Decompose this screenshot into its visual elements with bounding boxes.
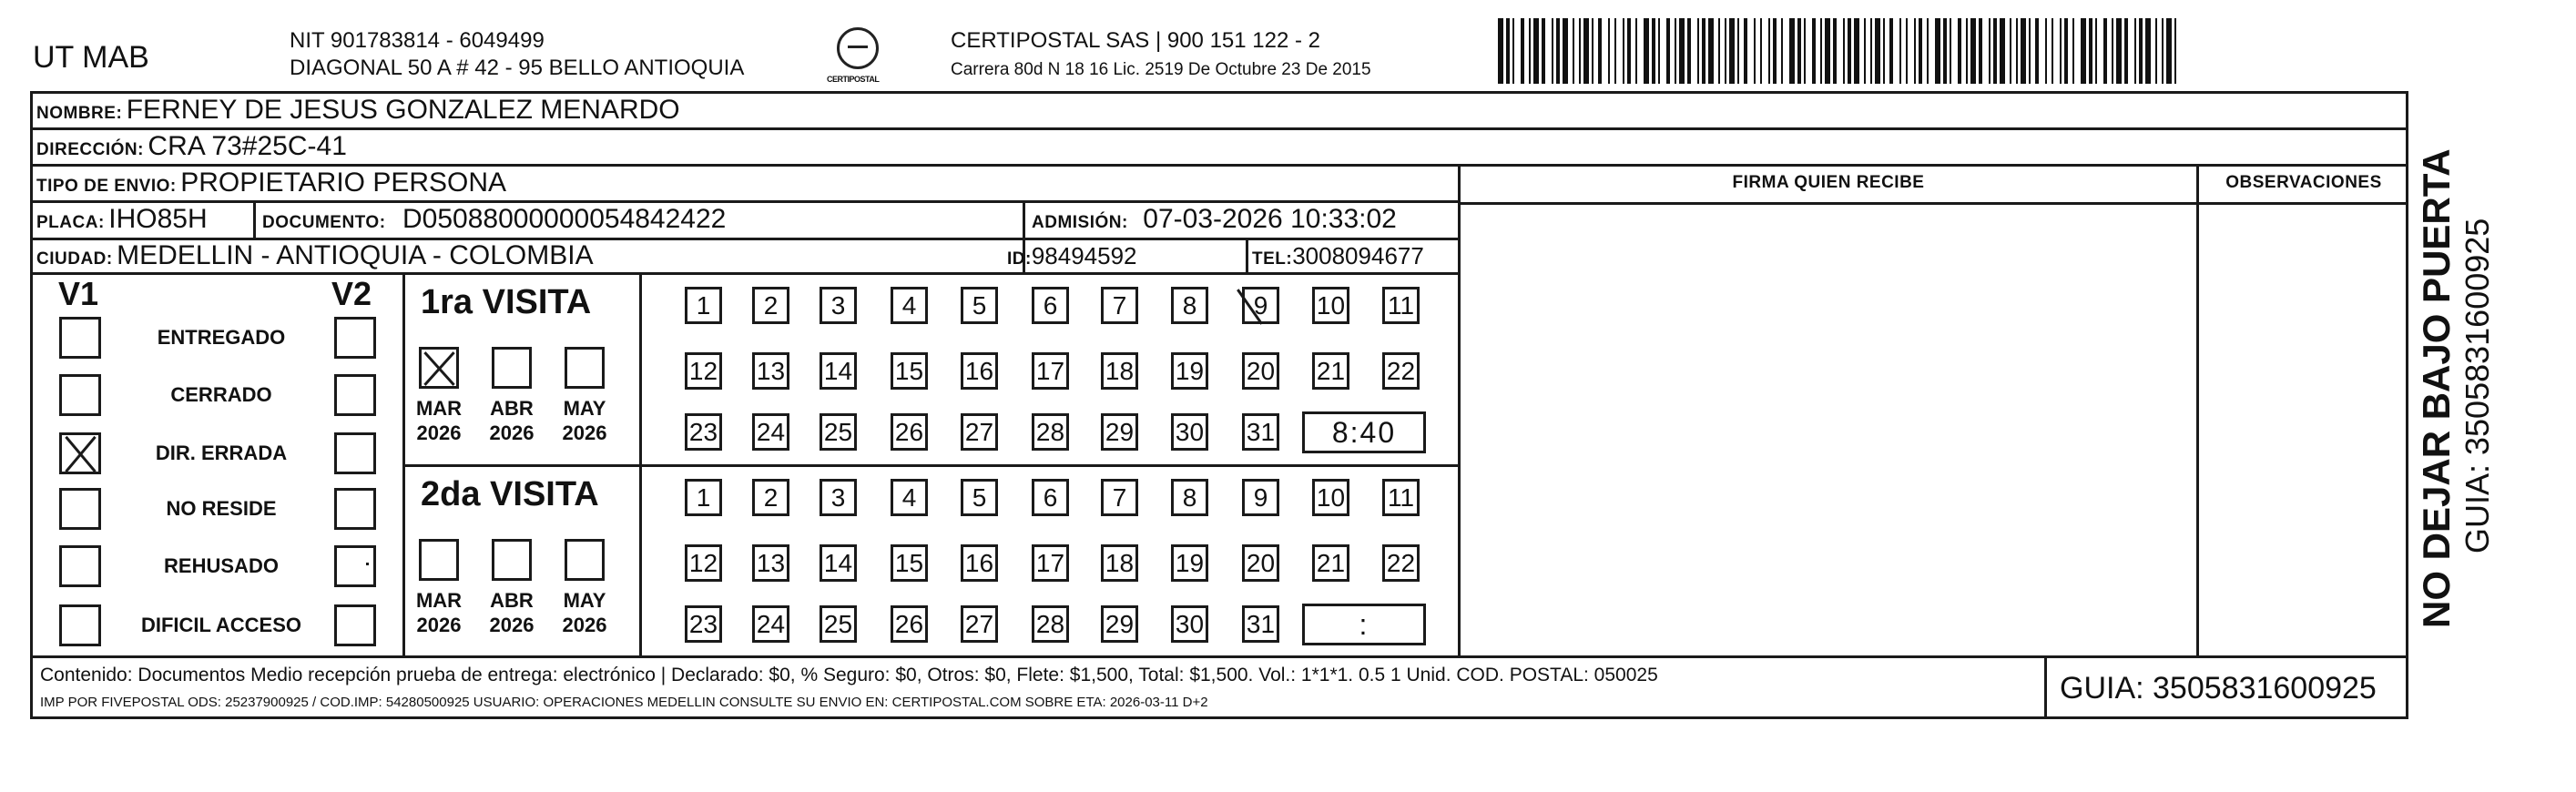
v1-checkbox[interactable] <box>59 604 101 646</box>
month-checkbox[interactable] <box>419 347 459 389</box>
signature-area[interactable] <box>1462 206 2194 654</box>
send-type-label: TIPO DE ENVIO: <box>36 177 177 196</box>
day-box[interactable]: 12 <box>685 352 722 390</box>
barcode-bar <box>2064 18 2068 84</box>
day-box[interactable]: 19 <box>1171 544 1208 582</box>
month-year: 2026 <box>489 421 535 444</box>
v2-label: V2 <box>331 275 372 312</box>
name-label: NOMBRE: <box>36 104 123 123</box>
observaciones-label: OBSERVACIONES <box>2225 173 2382 192</box>
day-box[interactable]: 29 <box>1101 605 1138 643</box>
barcode-bar <box>2103 18 2107 84</box>
day-box[interactable]: 10 <box>1312 479 1349 516</box>
sender-address: DIAGONAL 50 A # 42 - 95 BELLO ANTIOQUIA <box>290 56 745 80</box>
barcode-bar <box>1556 18 1560 84</box>
day-box[interactable]: 15 <box>891 352 928 390</box>
day-box[interactable]: 20 <box>1242 352 1279 390</box>
barcode-bar <box>1979 18 1982 84</box>
barcode-bar <box>1635 18 1637 84</box>
day-box[interactable]: 6 <box>1032 287 1069 324</box>
barcode-bar <box>1889 18 1893 84</box>
sender-name: UT MAB <box>33 40 149 75</box>
day-box[interactable]: 23 <box>685 413 722 451</box>
courier-license: Carrera 80d N 18 16 Lic. 2519 De Octubre 23 De 2015 <box>951 60 1371 79</box>
barcode-bar <box>1804 18 1806 84</box>
tel-cell <box>1252 242 1424 270</box>
barcode-bar <box>2112 18 2113 84</box>
day-box[interactable]: 17 <box>1032 352 1069 390</box>
month-checkbox[interactable] <box>492 539 532 581</box>
month-checkbox[interactable] <box>565 347 605 389</box>
barcode-bar <box>1812 18 1816 84</box>
plate: IHO85H <box>108 204 208 234</box>
barcode-bar <box>1679 18 1685 84</box>
document-cell <box>262 204 726 235</box>
day-box[interactable]: 30 <box>1171 605 1208 643</box>
month-year: 2026 <box>489 614 535 636</box>
barcode-bar <box>1506 18 1510 84</box>
barcode-bar <box>1943 18 1947 84</box>
side-guia: GUIA: 3505831600925 <box>2459 218 2496 553</box>
barcode-bar <box>2021 18 2026 84</box>
month-label <box>480 588 544 637</box>
city-label: CIUDAD: <box>36 249 113 269</box>
status-label: CERRADO <box>170 383 272 406</box>
month-label <box>480 396 544 445</box>
barcode-bar <box>1498 18 1503 84</box>
barcode-bar <box>1592 18 1593 84</box>
print-info: IMP POR FIVEPOSTAL ODS: 25237900925 / COD.IMP: 54280500925 USUARIO: OPERACIONES MEDELLIN CONSULTE SU ENVIO EN: CERTIPOSTAL.COM SOBRE ETA: 2026-03-11 D+2 <box>40 695 1208 710</box>
v1-checkbox[interactable] <box>59 317 101 359</box>
recipient-address: CRA 73#25C-41 <box>148 131 347 161</box>
document-number: D05088000000054842422 <box>402 204 727 234</box>
barcode-bar <box>1666 18 1670 84</box>
barcode-bar <box>1687 18 1691 84</box>
day-box[interactable]: 10 <box>1312 287 1349 324</box>
day-box[interactable]: 26 <box>891 605 928 643</box>
send-type-row <box>36 168 506 198</box>
barcode-bar <box>2155 18 2157 84</box>
month-label <box>553 396 616 445</box>
barcode-bar <box>1848 18 1851 84</box>
day-box[interactable]: 31 <box>1242 605 1279 643</box>
visit-time[interactable]: : <box>1302 604 1426 645</box>
barcode-bar <box>1854 18 1859 84</box>
admission-label: ADMISIÓN: <box>1032 213 1128 232</box>
day-box[interactable]: 9 <box>1242 479 1279 516</box>
barcode-bar <box>2174 18 2176 84</box>
day-box[interactable]: 19 <box>1171 352 1208 390</box>
status-label: ENTREGADO <box>157 326 286 349</box>
barcode-bar <box>1781 18 1783 84</box>
month-name: MAR <box>415 397 463 420</box>
barcode-bar <box>1708 18 1714 84</box>
day-box[interactable]: 9 <box>1242 287 1279 324</box>
day-box[interactable]: 16 <box>961 544 998 582</box>
visit-time[interactable]: 8:40 <box>1302 411 1426 453</box>
barcode-bar <box>2162 18 2164 84</box>
barcode-bar <box>2060 18 2062 84</box>
barcode-bar <box>1989 18 1991 84</box>
barcode-bar <box>1773 18 1777 84</box>
barcode-bar <box>1725 18 1726 84</box>
day-box[interactable]: 13 <box>752 544 789 582</box>
barcode-bar <box>1627 18 1631 84</box>
day-box[interactable]: 29 <box>1101 413 1138 451</box>
barcode-bar <box>1614 18 1616 84</box>
day-box[interactable]: 24 <box>752 413 789 451</box>
day-box[interactable]: 3 <box>820 287 857 324</box>
month-name: ABR <box>490 397 534 420</box>
v1-checkbox[interactable] <box>59 545 101 587</box>
barcode-bar <box>1697 18 1699 84</box>
barcode <box>1498 18 2181 84</box>
barcode-bar <box>1970 18 1976 84</box>
day-box[interactable]: 30 <box>1171 413 1208 451</box>
barcode-bar <box>2016 18 2018 84</box>
sender-nit: NIT 901783814 - 6049499 <box>290 28 545 53</box>
certipostal-logo <box>827 27 885 84</box>
barcode-bar <box>1729 18 1735 84</box>
id-cell <box>1007 242 1137 270</box>
barcode-bar <box>2010 18 2011 84</box>
month-label <box>407 588 471 637</box>
barcode-bar <box>2166 18 2172 84</box>
month-year: 2026 <box>562 421 607 444</box>
courier-name: CERTIPOSTAL SAS | 900 151 122 - 2 <box>951 28 1320 53</box>
plate-label: PLACA: <box>36 213 105 232</box>
day-box[interactable]: 18 <box>1101 352 1138 390</box>
recipient-tel: 3008094677 <box>1292 242 1424 269</box>
day-box[interactable]: 5 <box>961 287 998 324</box>
barcode-bar <box>1875 18 1880 84</box>
status-label: DIFICIL ACCESO <box>140 614 301 636</box>
city: MEDELLIN - ANTIOQUIA - COLOMBIA <box>117 240 594 270</box>
day-box[interactable]: 8 <box>1171 287 1208 324</box>
day-box[interactable]: 7 <box>1101 287 1138 324</box>
day-box[interactable]: 15 <box>891 544 928 582</box>
recipient-name: FERNEY DE JESUS GONZALEZ MENARDO <box>126 95 680 125</box>
barcode-bar <box>1950 18 1951 84</box>
barcode-bar <box>1542 18 1545 84</box>
v2-checkbox[interactable] <box>334 317 376 359</box>
send-type: PROPIETARIO PERSONA <box>180 168 507 198</box>
barcode-bar <box>2072 18 2074 84</box>
day-box[interactable]: 4 <box>891 479 928 516</box>
barcode-bar <box>2000 18 2005 84</box>
day-box[interactable]: 28 <box>1032 413 1069 451</box>
barcode-bar <box>2134 18 2136 84</box>
visit-title: 1ra VISITA <box>421 283 592 321</box>
barcode-bar <box>1958 18 1961 84</box>
month-label <box>407 396 471 445</box>
day-box[interactable]: 20 <box>1242 544 1279 582</box>
barcode-bar <box>1906 18 1908 84</box>
month-year: 2026 <box>416 614 462 636</box>
day-box[interactable]: 24 <box>752 605 789 643</box>
month-label <box>553 588 616 637</box>
barcode-bar <box>1737 18 1739 84</box>
month-year: 2026 <box>562 614 607 636</box>
v1-checkbox[interactable] <box>59 488 101 530</box>
day-box[interactable]: 25 <box>820 605 857 643</box>
v1-checkbox[interactable] <box>59 432 101 474</box>
month-checkbox[interactable] <box>492 347 532 389</box>
barcode-bar <box>1833 18 1837 84</box>
barcode-bar <box>1608 18 1610 84</box>
day-box[interactable]: 21 <box>1312 352 1349 390</box>
plate-cell <box>36 204 208 235</box>
month-checkbox[interactable] <box>565 539 605 581</box>
barcode-bar <box>1914 18 1916 84</box>
month-year: 2026 <box>416 421 462 444</box>
barcode-bar <box>1702 18 1705 84</box>
barcode-bar <box>2089 18 2092 84</box>
day-box[interactable]: 5 <box>961 479 998 516</box>
logo-icon <box>837 27 879 69</box>
day-box[interactable]: 28 <box>1032 605 1069 643</box>
day-box[interactable]: 4 <box>891 287 928 324</box>
v2-checkbox[interactable] <box>334 432 376 474</box>
barcode-bar <box>1993 18 1997 84</box>
day-box[interactable]: 21 <box>1312 544 1349 582</box>
city-cell <box>36 240 594 271</box>
day-box[interactable]: 25 <box>820 413 857 451</box>
barcode-bar <box>1563 18 1568 84</box>
barcode-bar <box>1760 18 1762 84</box>
day-box[interactable]: 27 <box>961 413 998 451</box>
barcode-bar <box>1843 18 1845 84</box>
v1-checkbox[interactable] <box>59 374 101 416</box>
barcode-bar <box>1644 18 1649 84</box>
barcode-bar <box>2081 18 2086 84</box>
day-box[interactable]: 11 <box>1382 287 1420 324</box>
day-box[interactable]: 13 <box>752 352 789 390</box>
barcode-bar <box>2052 18 2053 84</box>
barcode-bar <box>2139 18 2143 84</box>
admission-cell <box>1032 204 1397 235</box>
barcode-bar <box>2035 18 2039 84</box>
v2-checkbox[interactable] <box>334 374 376 416</box>
barcode-bar <box>1512 18 1514 84</box>
month-checkbox[interactable] <box>419 539 459 581</box>
admission-date: 07-03-2026 10:33:02 <box>1143 204 1397 234</box>
id-label: ID: <box>1007 249 1032 269</box>
barcode-bar <box>1718 18 1720 84</box>
barcode-bar <box>1658 18 1660 84</box>
day-box[interactable]: 11 <box>1382 479 1420 516</box>
barcode-bar <box>1754 18 1756 84</box>
barcode-bar <box>1789 18 1795 84</box>
barcode-bar <box>1744 18 1747 84</box>
barcode-bar <box>1521 18 1524 84</box>
month-name: MAY <box>563 397 606 420</box>
barcode-bar <box>1825 18 1830 84</box>
barcode-bar <box>2124 18 2128 84</box>
month-name: MAY <box>563 589 606 612</box>
day-box[interactable]: 22 <box>1382 352 1420 390</box>
barcode-bar <box>1579 18 1581 84</box>
day-box[interactable]: 1 <box>685 479 722 516</box>
day-box[interactable]: 14 <box>820 352 857 390</box>
barcode-bar <box>1768 18 1770 84</box>
firma-label: FIRMA QUIEN RECIBE <box>1732 173 1925 192</box>
day-box[interactable]: 22 <box>1382 544 1420 582</box>
month-name: ABR <box>490 589 534 612</box>
status-label: NO RESIDE <box>166 497 277 520</box>
barcode-bar <box>1883 18 1885 84</box>
day-box[interactable]: 14 <box>820 544 857 582</box>
tel-label: TEL: <box>1252 249 1293 269</box>
day-box[interactable]: 16 <box>961 352 998 390</box>
barcode-bar <box>1533 18 1539 84</box>
logo-caption: CERTIPOSTAL <box>827 75 880 84</box>
v2-checkbox[interactable] <box>334 604 376 646</box>
day-box[interactable]: 31 <box>1242 413 1279 451</box>
v2-checkbox[interactable] <box>334 545 376 587</box>
barcode-bar <box>2045 18 2047 84</box>
barcode-bar <box>1598 18 1602 84</box>
document-label: DOCUMENTO: <box>262 213 386 232</box>
day-box[interactable]: 1 <box>685 287 722 324</box>
barcode-bar <box>2095 18 2097 84</box>
v1-label: V1 <box>58 275 99 312</box>
day-box[interactable]: 3 <box>820 479 857 516</box>
day-box[interactable]: 18 <box>1101 544 1138 582</box>
barcode-bar <box>1623 18 1624 84</box>
day-box[interactable]: 2 <box>752 287 789 324</box>
barcode-bar <box>1797 18 1801 84</box>
day-box[interactable]: 2 <box>752 479 789 516</box>
day-box[interactable]: 8 <box>1171 479 1208 516</box>
barcode-bar <box>1552 18 1553 84</box>
day-box[interactable]: 6 <box>1032 479 1069 516</box>
barcode-bar <box>1919 18 1922 84</box>
barcode-bar <box>2029 18 2031 84</box>
day-box[interactable]: 27 <box>961 605 998 643</box>
barcode-bar <box>1652 18 1655 84</box>
shipment-content: Contenido: Documentos Medio recepción prueba de entrega: electrónico | Declarado: $0, % Seguro: $0, Otros: $0, Flete: $1,500, Total: $1,500. Vol.: 1*1*1. 0.5 1 Unid. COD. POSTAL: 050025 <box>40 665 1658 685</box>
barcode-bar <box>1870 18 1872 84</box>
barcode-bar <box>1864 18 1866 84</box>
observations-area[interactable] <box>2201 206 2407 654</box>
footer-guia: GUIA: 3505831600925 <box>2060 671 2377 706</box>
status-label: REHUSADO <box>164 554 279 577</box>
barcode-bar <box>1927 18 1929 84</box>
barcode-bar <box>1966 18 1968 84</box>
barcode-bar <box>1899 18 1901 84</box>
barcode-bar <box>1675 18 1676 84</box>
day-box[interactable]: 12 <box>685 544 722 582</box>
recipient-id: 98494592 <box>1031 242 1137 269</box>
status-label: DIR. ERRADA <box>155 442 288 464</box>
barcode-bar <box>1573 18 1574 84</box>
barcode-bar <box>1583 18 1589 84</box>
address-label: DIRECCIÓN: <box>36 140 144 159</box>
barcode-bar <box>1529 18 1531 84</box>
day-box[interactable]: 17 <box>1032 544 1069 582</box>
barcode-bar <box>1935 18 1940 84</box>
barcode-bar <box>2145 18 2151 84</box>
name-row <box>36 95 680 126</box>
day-box[interactable]: 26 <box>891 413 928 451</box>
side-notice: NO DEJAR BAJO PUERTA <box>2415 148 2458 628</box>
v2-checkbox[interactable] <box>334 488 376 530</box>
day-box[interactable]: 23 <box>685 605 722 643</box>
address-row <box>36 131 347 162</box>
barcode-bar <box>2116 18 2122 84</box>
day-box[interactable]: 7 <box>1101 479 1138 516</box>
barcode-bar <box>1820 18 1822 84</box>
visit-title: 2da VISITA <box>421 475 599 513</box>
month-name: MAR <box>415 589 463 612</box>
